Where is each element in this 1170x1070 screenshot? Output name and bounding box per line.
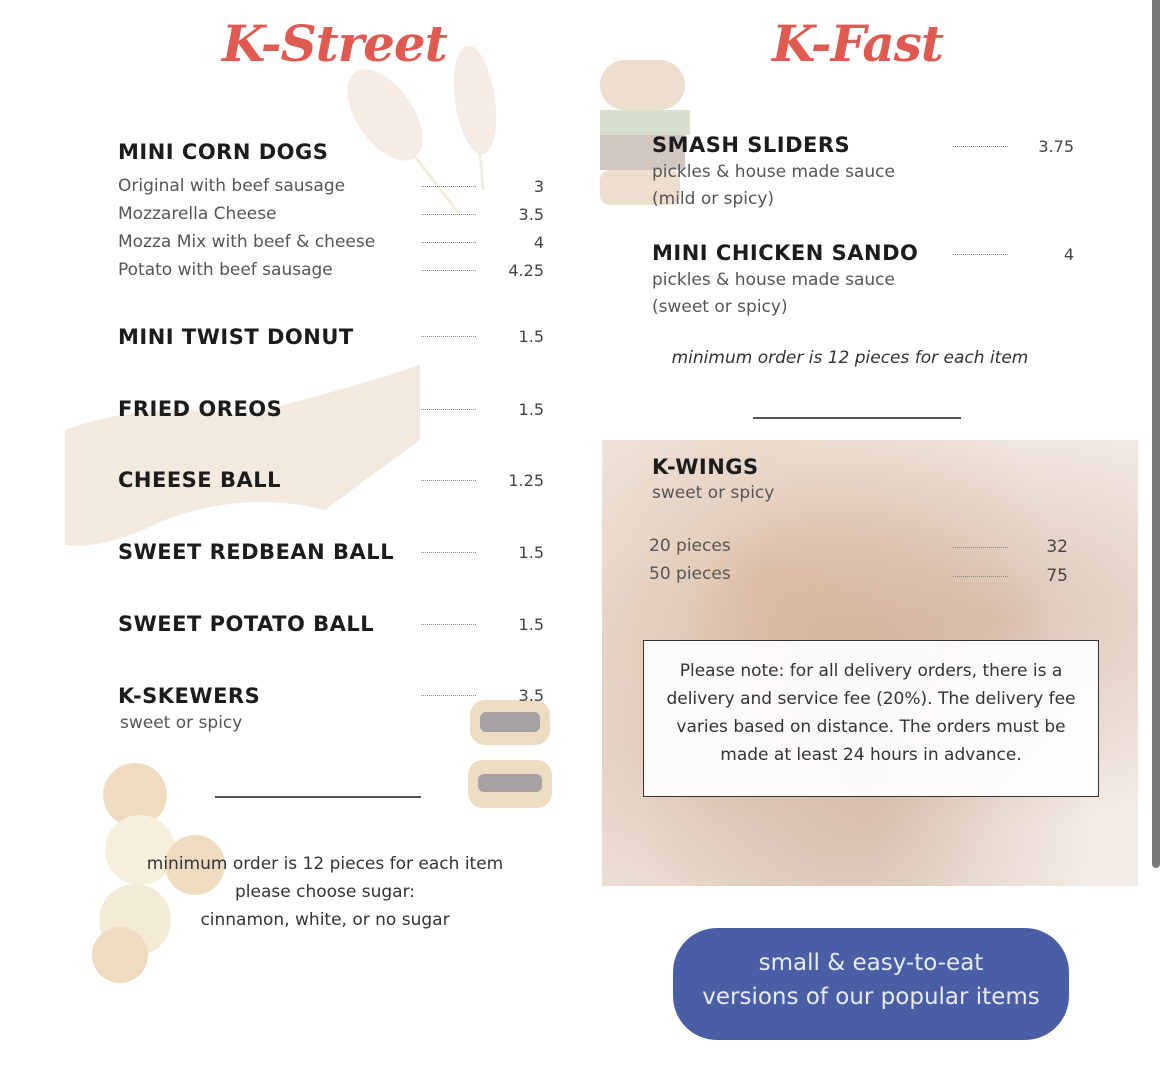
leader-dots [421, 624, 476, 625]
item-price: 1.5 [518, 543, 544, 562]
section-divider [215, 796, 421, 798]
variant-label: Potato with beef sausage [118, 260, 333, 280]
leader-dots [421, 552, 476, 553]
sugar-options-text: cinnamon, white, or no sugar [200, 910, 450, 930]
item-description: pickles & house made sauce [652, 162, 895, 182]
k-street-title: K-Street [222, 14, 447, 73]
min-order-text: minimum order is 12 pieces for each item [146, 854, 504, 874]
item-name: K-WINGS [652, 455, 759, 479]
variant-label: Mozza Mix with beef & cheese [118, 232, 376, 252]
leader-dots [953, 547, 1008, 548]
item-name: MINI CHICKEN SANDO [652, 241, 919, 265]
item-name: SWEET POTATO BALL [118, 612, 375, 636]
item-description: sweet or spicy [120, 713, 243, 733]
wing-option-price: 32 [1046, 537, 1068, 557]
item-name: CHEESE BALL [118, 468, 281, 492]
wing-option-label: 20 pieces [649, 536, 731, 556]
min-order-text: minimum order is 12 pieces for each item [671, 348, 1029, 368]
leader-dots [953, 254, 1008, 255]
tagline-pill [673, 928, 1069, 1040]
leader-dots [421, 214, 476, 215]
k-fast-title: K-Fast [772, 14, 943, 73]
leader-dots [421, 242, 476, 243]
leader-dots [421, 186, 476, 187]
item-name: FRIED OREOS [118, 397, 283, 421]
item-price: 4 [1063, 245, 1074, 264]
item-price: 3.5 [518, 686, 544, 705]
item-price: 1.25 [508, 471, 544, 490]
item-description: pickles & house made sauce [652, 270, 895, 290]
delivery-note-box [643, 640, 1099, 797]
mini-corn-dogs-heading: MINI CORN DOGS [118, 140, 329, 164]
item-name: SWEET REDBEAN BALL [118, 540, 395, 564]
tagline-line-2: versions of our popular items [702, 984, 1040, 1010]
variant-price: 4 [533, 233, 544, 252]
item-price: 1.5 [518, 400, 544, 419]
fried-oreo-image [460, 690, 560, 820]
item-price: 1.5 [518, 327, 544, 346]
section-divider [753, 417, 961, 419]
delivery-note-text: Please note: for all delivery orders, there is a delivery and service fee (20%). The delivery fee varies based on distance. The orders must be made at least 24 hours in advance. [666, 661, 1076, 765]
item-description: (sweet or spicy) [652, 297, 788, 317]
variant-label: Original with beef sausage [118, 176, 346, 196]
item-description: sweet or spicy [652, 483, 775, 503]
variant-label: Mozzarella Cheese [118, 204, 277, 224]
twist-donut-image [65, 360, 425, 560]
variant-price: 3 [533, 177, 544, 196]
leader-dots [421, 336, 476, 337]
leader-dots [421, 480, 476, 481]
leader-dots [953, 146, 1008, 147]
item-price: 1.5 [518, 615, 544, 634]
vertical-scrollbar[interactable] [1152, 0, 1160, 868]
variant-price: 3.5 [518, 205, 544, 224]
item-name: SMASH SLIDERS [652, 133, 851, 157]
leader-dots [421, 270, 476, 271]
wing-option-label: 50 pieces [649, 564, 731, 584]
leader-dots [953, 576, 1008, 577]
item-name: MINI TWIST DONUT [118, 325, 354, 349]
leader-dots [421, 695, 476, 696]
wing-option-price: 75 [1046, 566, 1068, 586]
item-description: (mild or spicy) [652, 189, 775, 209]
item-name: K-SKEWERS [118, 684, 261, 708]
leader-dots [421, 409, 476, 410]
item-price: 3.75 [1038, 137, 1074, 156]
variant-price: 4.25 [508, 261, 544, 280]
tagline-line-1: small & easy-to-eat [758, 950, 984, 976]
sugar-prompt-text: please choose sugar: [234, 882, 415, 902]
k-street-footer-note [120, 850, 530, 934]
